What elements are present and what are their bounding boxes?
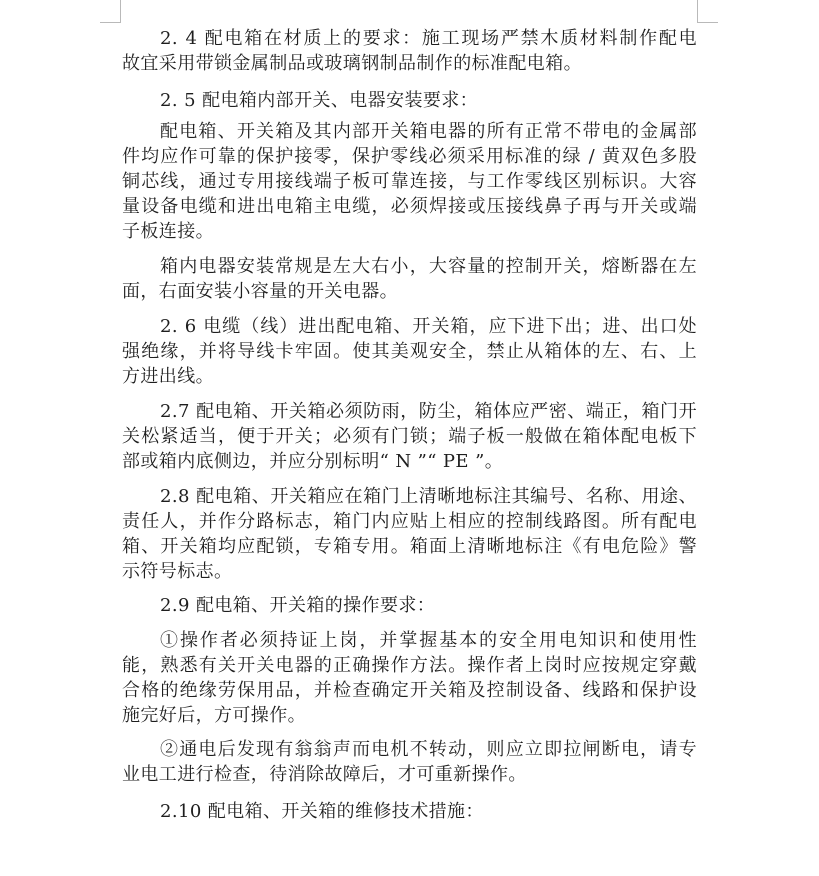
paragraph-grounding	[122, 119, 697, 244]
text-line: ②通电后发现有翁翁声而电机不转动，则应立即拉闸断电，请专	[160, 739, 697, 760]
text-line: 部或箱内底侧边，并应分别标明“ N ”“ PE ”。	[122, 451, 504, 472]
text-line: 关松紧适当，便于开关；必须有门锁；端子板一般做在箱体配电板下	[122, 426, 697, 447]
paragraph-2-8-labeling	[122, 484, 697, 584]
text-line: 2. 4 配电箱在材质上的要求：施工现场严禁木质材料制作配电	[160, 28, 697, 49]
text-line: ①操作者必须持证上岗，并掌握基本的安全用电知识和使用性	[160, 630, 697, 651]
text-line: 合格的绝缘劳保用品，并检查确定开关箱及控制设备、线路和保护设	[122, 680, 697, 701]
text-line: 方进出线。	[122, 366, 214, 387]
text-line: 示符号标志。	[122, 561, 233, 582]
paragraph-operation-item-2	[122, 737, 697, 787]
text-line: 2.8 配电箱、开关箱应在箱门上清晰地标注其编号、名称、用途、	[160, 486, 697, 507]
text-line: 故宜采用带锁金属制品或玻璃钢制品制作的标准配电箱。	[122, 53, 582, 74]
text-line: 配电箱、开关箱及其内部开关箱电器的所有正常不带电的金属部	[160, 121, 697, 142]
heading-2-5-installation	[122, 88, 697, 113]
text-line: 箱、开关箱均应配锁，专箱专用。箱面上清晰地标注《有电危险》警	[122, 536, 697, 557]
page-corner-mark-right	[697, 0, 718, 23]
text-line: 强绝缘，并将导线卡牢固。使其美观安全，禁止从箱体的左、右、上	[122, 341, 697, 362]
text-line: 件均应作可靠的保护接零，保护零线必须采用标准的绿 / 黄双色多股	[122, 146, 697, 167]
text-line: 2. 5 配电箱内部开关、电器安装要求：	[160, 90, 479, 111]
text-line: 子板连接。	[122, 221, 214, 242]
paragraph-2-4-material	[122, 26, 697, 76]
page-corner-mark-left	[100, 0, 121, 23]
text-line: 责任人，并作分路标志，箱门内应贴上相应的控制线路图。所有配电	[122, 511, 697, 532]
text-line: 2. 6 电缆（线）进出配电箱、开关箱，应下进下出；进、出口处	[160, 316, 697, 337]
text-line: 2.9 配电箱、开关箱的操作要求：	[160, 595, 436, 616]
text-line: 面，右面安装小容量的开关电器。	[122, 281, 398, 302]
paragraph-layout	[122, 254, 697, 304]
text-line: 箱内电器安装常规是左大右小，大容量的控制开关，熔断器在左	[160, 256, 697, 277]
text-line: 能，熟悉有关开关电器的正确操作方法。操作者上岗时应按规定穿戴	[122, 655, 697, 676]
text-line: 2.10 配电箱、开关箱的维修技术措施：	[160, 801, 484, 822]
paragraph-operation-item-1	[122, 628, 697, 728]
heading-2-9-operation	[122, 593, 697, 618]
text-line: 施完好后，方可操作。	[122, 705, 306, 726]
paragraph-2-7-weatherproof	[122, 399, 697, 474]
paragraph-2-6-cables	[122, 314, 697, 389]
text-line: 量设备电缆和进出电箱主电缆，必须焊接或压接线鼻子再与开关或端	[122, 196, 697, 217]
text-line: 2.7 配电箱、开关箱必须防雨，防尘，箱体应严密、端正，箱门开	[160, 401, 697, 422]
text-line: 铜芯线，通过专用接线端子板可靠连接，与工作零线区别标识。大容	[122, 171, 697, 192]
heading-2-10-maintenance	[122, 799, 697, 824]
text-line: 业电工进行检查，待消除故障后，才可重新操作。	[122, 764, 527, 785]
